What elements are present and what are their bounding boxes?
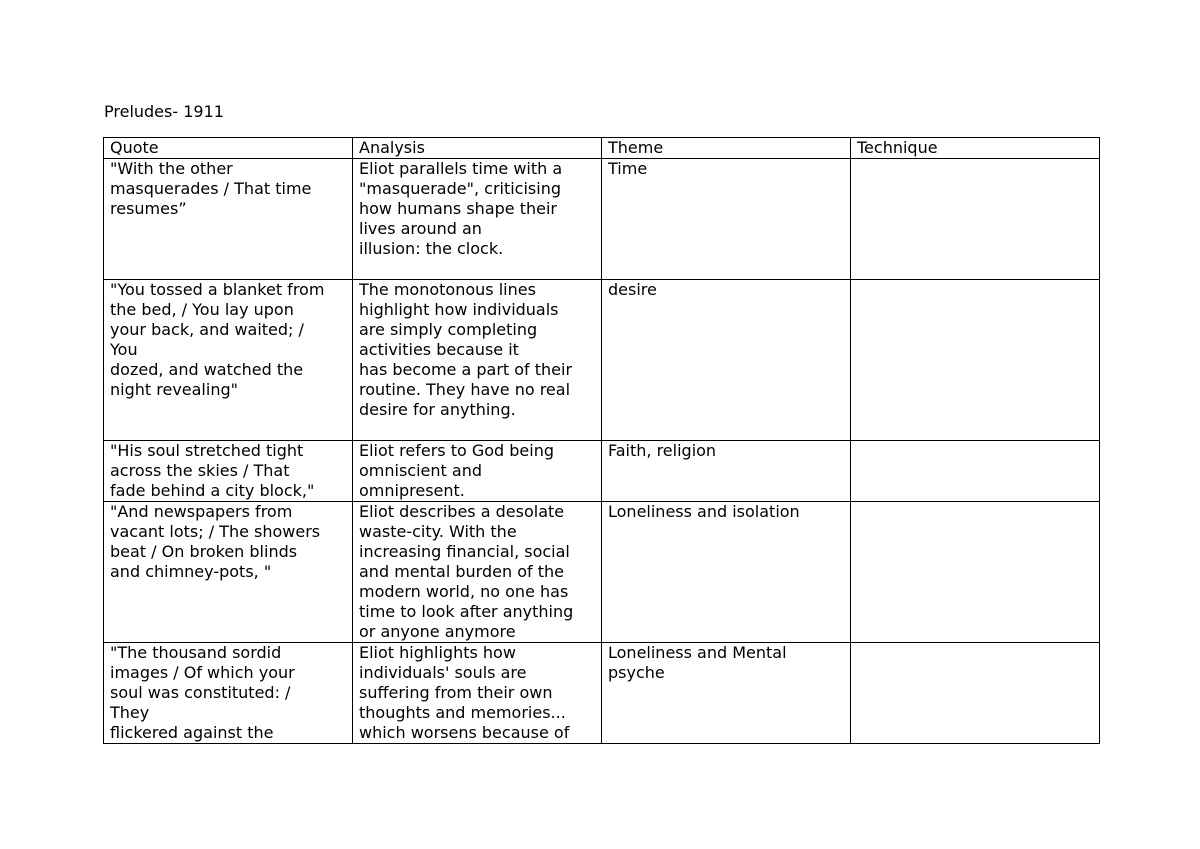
quote-text: "With the other masquerades / That time resumes” [110, 159, 312, 218]
analysis-text: The monotonous lines highlight how individuals are simply completing activities because it has become a part of their routine. They have no real desire for anything. [359, 280, 573, 419]
theme-text: Loneliness and Mental psyche [608, 643, 787, 682]
analysis-text: Eliot highlights how individuals' souls are suffering from their own thoughts and memories... which worsens because of [359, 643, 570, 742]
theme-cell [602, 643, 851, 744]
header-theme: Theme [602, 138, 851, 159]
header-technique: Technique [851, 138, 1100, 159]
analysis-cell [353, 441, 602, 502]
table-row [104, 159, 1100, 280]
theme-text: desire [608, 280, 657, 299]
table-header-row [104, 138, 1100, 159]
analysis-text: Eliot describes a desolate waste-city. With the increasing financial, social and mental burden of the modern world, no one has time to look after anything or anyone anymore [359, 502, 574, 641]
theme-text: Faith, religion [608, 441, 717, 460]
technique-cell [851, 441, 1100, 502]
analysis-cell [353, 502, 602, 643]
analysis-text: Eliot parallels time with a "masquerade", criticising how humans shape their lives around an illusion: the clock. [359, 159, 563, 258]
quote-cell [104, 280, 353, 441]
quote-text: "And newspapers from vacant lots; / The showers beat / On broken blinds and chimney-pots, " [110, 502, 321, 581]
theme-cell [602, 441, 851, 502]
analysis-cell [353, 280, 602, 441]
table-row [104, 441, 1100, 502]
analysis-table [103, 137, 1100, 744]
header-quote: Quote [104, 138, 353, 159]
analysis-cell [353, 643, 602, 744]
document-title: Preludes- 1911 [104, 102, 224, 121]
technique-cell [851, 159, 1100, 280]
header-analysis: Analysis [353, 138, 602, 159]
technique-cell [851, 502, 1100, 643]
theme-cell [602, 502, 851, 643]
quote-cell [104, 502, 353, 643]
technique-cell [851, 280, 1100, 441]
analysis-text: Eliot refers to God being omniscient and omnipresent. [359, 441, 555, 500]
theme-text: Loneliness and isolation [608, 502, 800, 521]
theme-cell [602, 280, 851, 441]
quote-text: "You tossed a blanket from the bed, / You lay upon your back, and waited; / You dozed, and watched the night revealing" [110, 280, 325, 399]
table-row [104, 280, 1100, 441]
quote-cell [104, 643, 353, 744]
table-row [104, 502, 1100, 643]
theme-text: Time [608, 159, 648, 178]
quote-text: "The thousand sordid images / Of which your soul was constituted: / They flickered against the [110, 643, 295, 742]
quote-text: "His soul stretched tight across the skies / That fade behind a city block," [110, 441, 315, 500]
technique-cell [851, 643, 1100, 744]
quote-cell [104, 441, 353, 502]
table-row [104, 643, 1100, 744]
quote-cell [104, 159, 353, 280]
analysis-cell [353, 159, 602, 280]
theme-cell [602, 159, 851, 280]
